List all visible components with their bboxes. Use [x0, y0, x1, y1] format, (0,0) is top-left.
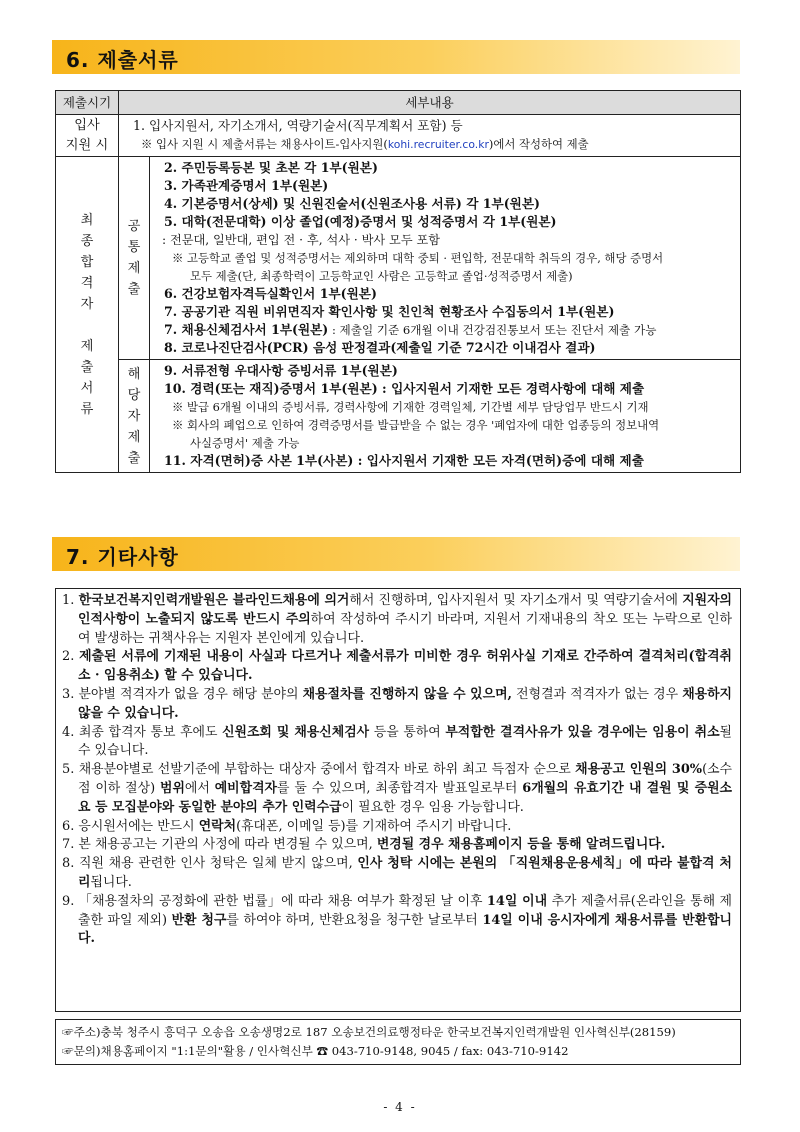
body-text: 추가 제출서류(온라인을 통해 제출한 파일 제외): [78, 893, 732, 928]
contact-box: [55, 1019, 741, 1065]
list-item: [56, 592, 740, 648]
emphasis-text: 채용하지 않을 수 있습니다.: [78, 686, 732, 721]
application-note: ※ 입사 지원 시 제출서류는 채용사이트-입사지원(kohi.recruiter.co.kr)에서 작성하여 제출: [141, 137, 589, 151]
table-row-application: [56, 115, 741, 157]
list-item-note: 모두 제출(단, 최종학력이 고등학교인 사람은 고등학교 졸업·성적증명서 제출): [190, 269, 573, 283]
emphasis-text: 예비합격자: [214, 780, 277, 796]
list-item: [56, 893, 740, 949]
item-number: 7.: [62, 837, 75, 853]
list-item: 4. 기본증명서(상세) 및 신원진술서(신원조사용 서류) 각 1부(원본): [164, 196, 540, 211]
list-item: 8. 코로나진단검사(PCR) 음성 판정결과(제출일 기준 72시간 이내검사 결과): [164, 340, 596, 355]
body-text: 「채용절차의 공정화에 관한 법률」에 따라 채용 여부가 확정된 날 이후: [78, 893, 487, 909]
row-label-final: 최 종 합 격 자 제 출 서 류: [56, 157, 119, 473]
body-text: 전형결과 적격자가 없는 경우: [512, 686, 683, 702]
list-item-note: ※ 고등학교 졸업 및 성적증명서는 제외하며 대학 중퇴 · 편입학, 전문대학 취득의 경우, 해당 증명서: [172, 251, 664, 265]
body-text: 최종 합격자 통보 후에도: [78, 724, 223, 740]
item-number: 3.: [62, 686, 75, 702]
body-text: 채용분야별로 선발기준에 부합하는 대상자 중에서 합격자 바로 하위 최고 득점자 순으로: [78, 762, 576, 778]
emphasis-text: 지원자의 인적사항이 노출되지 않도록 반드시 주의: [78, 593, 732, 627]
emphasis-text: 14일 이내: [486, 893, 548, 909]
body-text: 본 채용공고는 기관의 사정에 따라 변경될 수 있으며,: [78, 837, 377, 853]
body-text: 에서: [184, 780, 215, 796]
row-label-application: 입사 지원 시: [56, 115, 119, 157]
emphasis-text: 변경될 경우 채용홈페이지 등을 통해 알려드립니다.: [376, 837, 666, 853]
body-text: 분야별 적격자가 없을 경우 해당 분야의: [78, 686, 303, 702]
list-item: [56, 761, 740, 817]
table-header-row: [56, 91, 741, 115]
body-text: (소수점 이하 절상): [78, 762, 732, 796]
list-item: 2. 주민등록등본 및 초본 각 1부(원본): [164, 160, 378, 175]
list-item: 3. 가족관계증명서 1부(원본): [164, 178, 329, 193]
item-number: 6.: [62, 818, 75, 834]
emphasis-text: 제출된 서류에 기재된 내용이 사실과 다르거나 제출서류가 미비한 경우 허위사실 기재로 간주하여 결격처리(합격취소 · 임용취소) 할 수 있습니다.: [78, 649, 732, 684]
emphasis-text: 인사 청탁 시에는 본원의 「직원채용운용세칙」에 따라 불합격 처리: [78, 856, 732, 890]
body-text: 직원 채용 관련한 인사 청탁은 일체 받지 않으며,: [79, 856, 358, 872]
contact-inquiry: ☞문의)채용홈페이지 "1:1문의"활용 / 인사혁신부 ☎ 043-710-9148, 9045 / fax: 043-710-9142: [62, 1044, 569, 1058]
body-text: 응시원서에는 반드시: [78, 818, 199, 834]
section-6-title: 6. 제출서류: [66, 48, 179, 72]
item-number: 8.: [62, 856, 75, 872]
row-label-applicable: 해 당 자 제 출: [119, 360, 150, 473]
emphasis-text: 부적합한 결격사유가 있을 경우에는 임용이 취소: [445, 724, 720, 740]
list-item: 7. 채용신체검사서 1부(원본) : 제출일 기준 6개월 이내 건강검진통보서 또는 진단서 제출 가능: [164, 322, 657, 337]
list-item-sub: : 전문대, 일반대, 편입 전 · 후, 석사 · 박사 모두 포함: [162, 233, 441, 247]
section-7-title: 7. 기타사항: [66, 545, 179, 569]
list-item: [56, 818, 740, 837]
table-row-final-common: [56, 157, 741, 360]
row-label-common: 공 통 제 출: [119, 157, 150, 360]
contact-address: ☞주소)충북 청주시 흥덕구 오송읍 오송생명2로 187 오송보건의료행정타운 한국보건복지인력개발원 인사혁신부(28159): [62, 1025, 676, 1039]
table-row-final-applicable: [56, 360, 741, 473]
body-text: 이 필요한 경우 임용 가능합니다.: [341, 799, 524, 815]
emphasis-text: 범위: [160, 780, 185, 796]
list-item: [56, 648, 740, 686]
emphasis-text: 6개월의 유효기간 내 결원 및 증원소요 등 모집분야와 동일한 분야의 추가 인력수급: [78, 780, 732, 815]
section-7-header: [52, 537, 740, 571]
header-details: 세부내용: [119, 91, 741, 115]
recruit-site-link[interactable]: kohi.recruiter.co.kr: [387, 138, 489, 151]
body-text: (휴대폰, 이메일 등)를 기재하여 주시기 바랍니다.: [236, 818, 512, 834]
list-item: [56, 855, 740, 893]
list-item: 9. 서류전형 우대사항 증빙서류 1부(원본): [164, 363, 398, 378]
list-item: 7. 공공기관 직원 비위면직자 확인사항 및 친인척 현황조사 수집동의서 1부(원본): [164, 304, 615, 319]
body-text: 를 둘 수 있으며, 최종합격자 발표일로부터: [277, 780, 523, 796]
common-docs-cell: [150, 157, 741, 360]
header-submission-timing: 제출시기: [56, 91, 119, 115]
body-text: 등을 통하여: [369, 724, 446, 740]
list-item: 10. 경력(또는 재직)증명서 1부(원본) : 입사지원서 기재한 모든 경력사항에 대해 제출: [164, 381, 645, 396]
section-6-header: [52, 40, 740, 74]
emphasis-text: 한국보건복지인력개발원은 블라인드채용에 의거: [78, 593, 350, 608]
list-item: [56, 836, 740, 855]
item-number: 2.: [62, 649, 75, 665]
page-number: - 4 -: [383, 1100, 417, 1114]
emphasis-text: 반환 청구: [171, 912, 227, 928]
emphasis-text: 14일 이내 응시자에게 채용서류를 반환합니다.: [78, 912, 732, 947]
emphasis-text: 신원조회 및 채용신체검사: [222, 724, 370, 740]
body-text: 를 하여야 하며, 반환요청을 청구한 날로부터: [226, 912, 483, 928]
list-item-note: 사실증명서' 제출 가능: [190, 436, 300, 450]
item-number: 1.: [62, 593, 75, 608]
item-number: 4.: [62, 724, 75, 740]
applicable-docs-cell: [150, 360, 741, 473]
emphasis-text: 연락처: [198, 818, 237, 834]
list-item: 1. 입사지원서, 자기소개서, 역량기술서(직무계획서 포함) 등: [133, 118, 463, 133]
list-item-note: ※ 발급 6개월 이내의 증빙서류, 경력사항에 기재한 경력일체, 기간별 세부 담당업무 반드시 기재: [172, 400, 649, 414]
application-docs-cell: [119, 115, 741, 157]
list-item: 11. 자격(면허)증 사본 1부(사본) : 입사지원서 기재한 모든 자격(면허)증에 대해 제출: [164, 453, 644, 468]
item-number: 5.: [62, 762, 75, 778]
list-item: [56, 724, 740, 762]
body-text: 해서 진행하며, 입사지원서 및 자기소개서 및 역량기술서에: [349, 593, 683, 608]
documents-table: [55, 90, 741, 473]
list-item-note: ※ 회사의 폐업으로 인하여 경력증명서를 발급받을 수 없는 경우 '폐업자에 대한 업종등의 정보내역: [172, 418, 660, 432]
emphasis-text: 채용공고 인원의 30%: [575, 762, 703, 778]
body-text: 될 수 있습니다.: [78, 724, 732, 759]
emphasis-text: 채용절차를 진행하지 않을 수 있으며,: [302, 686, 513, 702]
list-item: [56, 686, 740, 724]
body-text: 하여 작성하여 주시기 바라며, 지원서 기재내용의 착오 또는 누락으로 인하여 발생하는 귀책사유는 지원자 본인에게 있습니다.: [78, 611, 733, 646]
misc-notes-box: [55, 588, 741, 1012]
list-item: 6. 건강보험자격득실확인서 1부(원본): [164, 286, 377, 301]
body-text: 됩니다.: [90, 874, 132, 890]
list-item: 5. 대학(전문대학) 이상 졸업(예정)증명서 및 성적증명서 각 1부(원본): [164, 214, 557, 229]
item-number: 9.: [62, 893, 75, 909]
